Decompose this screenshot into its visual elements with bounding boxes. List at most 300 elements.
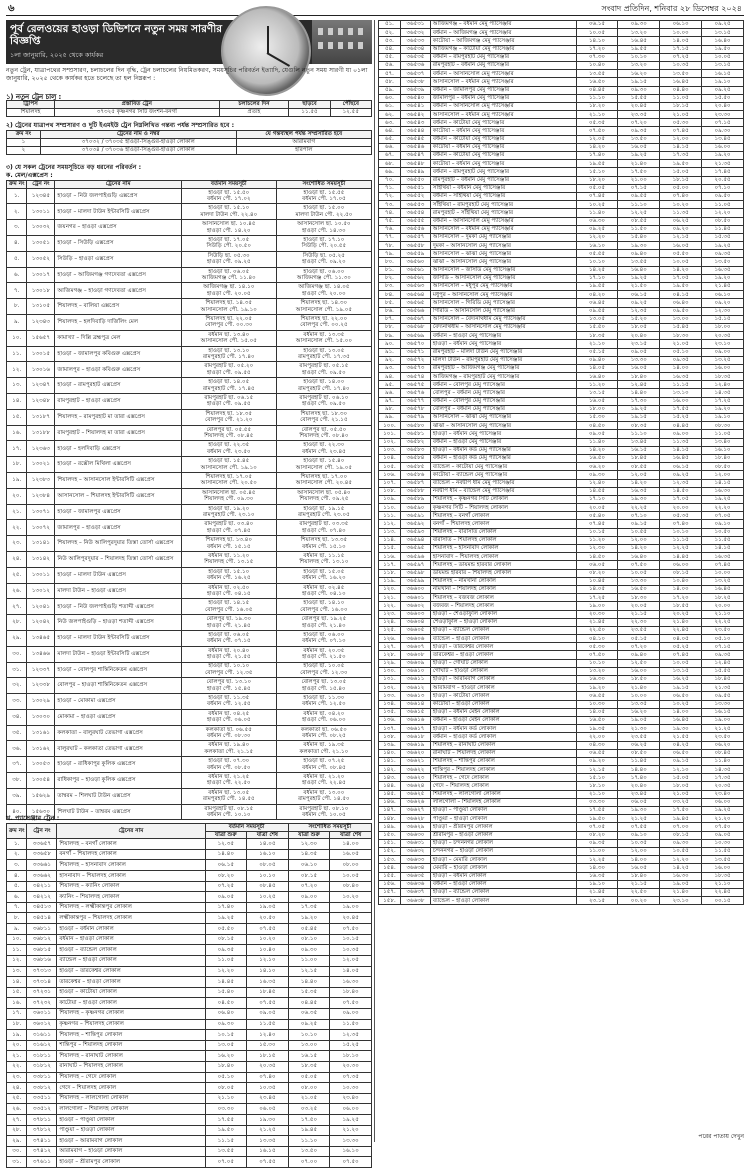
passenger-cont-cell: ১৪.৫০ (576, 553, 618, 561)
passenger-cont-cell: ১৮.০০ (702, 323, 744, 331)
passenger-cell: ১০.২০ (247, 934, 289, 945)
mail-express-cell: ২. (7, 204, 27, 220)
passenger-cont-cell: ১৬.০০ (702, 864, 744, 872)
mail-express-header-row (7, 181, 372, 189)
passenger-cont-cell: ৮৭. (379, 315, 401, 323)
passenger-cell: ২৭. (7, 1115, 27, 1126)
table-row (7, 457, 372, 473)
passenger-cell: ০৬.০০ (330, 1104, 372, 1115)
passenger-cont-cell: ২৩.১০ (660, 897, 702, 905)
passenger-cont-cell: ২১.০৫ (660, 111, 702, 119)
table-row (7, 773, 372, 789)
mail-express-cell: ১৪. (7, 393, 27, 409)
mail-express-cell: জামালপুর – হাওড়া এক্সপ্রেস (55, 520, 181, 536)
passenger-cont-cell: ১০.৩৫ (660, 61, 702, 69)
passenger-cont-cell: ১০.১০ (618, 53, 660, 61)
table-row (379, 242, 744, 250)
passenger-cont-cell: ০৮.৫০ (702, 217, 744, 225)
table-row (379, 577, 744, 585)
mail-express-cell: শিয়ালদহ ছা. ১৮.৩৫ বোলপুর পৌ. ২১.২০ (181, 409, 276, 425)
table-row (379, 536, 744, 544)
passenger-cont-cell: ০৫.২৫ (660, 643, 702, 651)
passenger-cont-cell: ৩৬৬০৬ (400, 635, 430, 643)
passenger-cont-cell: ১৪.১৫ (702, 479, 744, 487)
passenger-cont-cell: ১৬.১০ (702, 446, 744, 454)
passenger-cont-cell: ০৭.৫০ (576, 651, 618, 659)
mail-express-cell: রামপুরহাট ছা. ০৫.১৫ হাওড়া পৌ. ০৯.৫০ (276, 362, 371, 378)
passenger-cell: ১১.১০ (288, 1136, 330, 1147)
table-row (379, 94, 744, 102)
passenger-cont-cell: ২৩.৩৫ (618, 111, 660, 119)
passenger-cont-cell: ৯৪. (379, 373, 401, 381)
passenger-cont-cell: ৩৬৫৫৬ (400, 225, 430, 233)
extension-header-2: যে গন্তব্যস্থল পর্যন্ত সম্প্রসারিত হবে (236, 131, 371, 139)
table-row (379, 757, 744, 765)
passenger-cont-cell: ৬৬. (379, 143, 401, 151)
table-row (379, 127, 744, 135)
passenger-cell: ১২.৩০ (288, 839, 330, 850)
passenger-cell: ১১.১৫ (205, 1136, 247, 1147)
passenger-cont-cell: ১০৭. (379, 479, 401, 487)
passenger-cont-cell: ০৫.১৫ (576, 348, 618, 356)
passenger-cell: ২৮. (7, 1125, 27, 1136)
passenger-cont-cell: ৩৬৫৫০ (400, 176, 430, 184)
passenger-cont-cell: রানাঘাট – শিয়ালদহ লোকাল (430, 749, 576, 757)
table-row (7, 1115, 372, 1126)
passenger-cont-cell: ১৬.৪০ (618, 266, 660, 274)
passenger-cont-cell: ১১.৩৫ (660, 209, 702, 217)
passenger-cont-cell: ১১.১০ (576, 94, 618, 102)
passenger-cell: ২১.২০ (330, 1125, 372, 1136)
passenger-table (6, 823, 372, 1168)
table-row (7, 1125, 372, 1136)
mail-express-cell: শিলঘাট টাউন – তাম্বরম এক্সপ্রেস (55, 804, 181, 820)
passenger-cont-cell: লালগোলা – শিয়ালদহ লোকাল (430, 798, 576, 806)
extension-header-1: ট্রেনের নাম ও নম্বর (40, 131, 236, 139)
mail-express-cell: হাওড়া ছা. ১১.৩০ বর্ধমান পৌ. ১২.৫০ (276, 694, 371, 710)
passenger-cell: ৮. (7, 913, 27, 924)
mail-express-cell: বর্ধমান ছা. ০৪.২৫ হাওড়া পৌ. ০৬.০৫ (181, 709, 276, 725)
mail-express-cell: কলকাতা ছা. ০৬.৫৫ বর্ধমান পৌ. ০৮.৩০ (181, 725, 276, 741)
mail-express-cell: বর্ধমান ছা. ১৯.৩৫ কলকাতা পৌ. ২১.১০ (276, 741, 371, 757)
passenger-cont-cell: ৩৬৫৮০ (400, 422, 430, 430)
passenger-cont-cell: ১২.৩৫ (618, 307, 660, 315)
table-row (7, 615, 372, 631)
table-row (379, 872, 744, 880)
passenger-cont-cell: ২৩.৩০ (702, 111, 744, 119)
passenger-cont-cell: ১১.০৫ (702, 430, 744, 438)
passenger-cont-cell: ১১১. (379, 512, 401, 520)
passenger-cont-cell: ০৭.৪৫ (660, 127, 702, 135)
passenger-header-1: ট্রেন নং (27, 824, 57, 839)
passenger-cont-cell: ১১.০৫ (660, 94, 702, 102)
passenger-cont-cell: ১৬.৩৫ (660, 373, 702, 381)
passenger-cont-cell: ১৯.২৫ (618, 274, 660, 282)
passenger-cont-cell: ১৪.২০ (576, 143, 618, 151)
passenger-cont-cell: ১৩২. (379, 684, 401, 692)
table-row (379, 512, 744, 520)
passenger-cont-cell: ১৬.৪৫ (660, 454, 702, 462)
passenger-cont-cell: ১০.০৫ (702, 53, 744, 61)
passenger-cell: ৩৬০১১ (27, 1008, 57, 1019)
passenger-cell: ৩৩৬৫৭ (27, 839, 57, 850)
passenger-cont-cell: হাওড়া – চন্দননগর লোকাল (430, 839, 576, 847)
mail-express-cell: ৮. (7, 299, 27, 315)
passenger-cont-cell: ২১.৪৫ (702, 283, 744, 291)
passenger-cont-cell: ১১.০৫ (702, 201, 744, 209)
table-row (379, 21, 744, 29)
passenger-cont-cell: ৩৬৫৭২ (400, 356, 430, 364)
table-row (379, 545, 744, 553)
passenger-cont-cell: ৩৬৫৪৯ (400, 168, 430, 176)
passenger-cont-cell: ১৪.৫৫ (576, 487, 618, 495)
extension-cell: ১ (7, 138, 41, 146)
passenger-cont-cell: রামপুরহাট – বর্ধমান মেমু প্যাসেঞ্জার (430, 176, 576, 184)
intro-paragraph: নতুন ট্রেন, যাত্রাপথের সম্প্রসারণ, চলাচলের দিন বৃদ্ধি, ট্রেন চলাচলের নিয়মিতকরণ, সময়সূচির পরিবর্তন ইত্যাদি, যেগুলি নতুন সময় সারণী যা ০১লা জানুয়ারি, ২০২৫ থেকে কার্যকর হতে চলেছে তা হল নিম্নরূপ : (6, 67, 368, 82)
passenger-cont-cell: ৩৬৬৩২ (400, 847, 430, 855)
passenger-cont-cell: ১৪.৩৫ (702, 389, 744, 397)
passenger-cont-cell: গিরিডি – আসানসোল মেমু প্যাসেঞ্জার (430, 307, 576, 315)
table-row (7, 425, 372, 441)
passenger-cell: ২১.১০ (205, 1093, 247, 1104)
passenger-cell: ০৮.৪৫ (247, 881, 289, 892)
passenger-cont-cell: বর্ধমান – হাওড়া মেমু প্যাসেঞ্জার (430, 332, 576, 340)
passenger-cont-cell: ০৪.১৫ (660, 291, 702, 299)
mail-express-cell: ২৭. (7, 599, 27, 615)
passenger-sub-header-0: যাত্রা শুরু (205, 831, 247, 839)
passenger-cont-cell: ১৪.১৫ (702, 545, 744, 553)
mail-express-cell: হাওড়া ছা. ১৭.০৫ সিউড়ি পৌ. ২০.৫০ (181, 235, 276, 251)
passenger-cont-cell: ২১.০৫ (660, 790, 702, 798)
passenger-cont-cell: ০৬.২০ (576, 463, 618, 471)
passenger-cont-cell: ৩৬৫৪৪ (400, 127, 430, 135)
mail-express-cell: ৩৫. (7, 725, 27, 741)
passenger-cont-cell: ০৯.৪০ (618, 651, 660, 659)
passenger-table-continued (378, 20, 744, 905)
mail-express-cell: হাওড়া – রক্সৌল মিথিলা এক্সপ্রেস (55, 457, 181, 473)
passenger-cont-cell: ১৪.২৫ (660, 864, 702, 872)
passenger-cell: ১০.১০ (247, 871, 289, 882)
passenger-cont-cell: ১৭.৪৫ (702, 168, 744, 176)
passenger-cont-cell: ৩৬৫৫৯ (400, 250, 430, 258)
table-row (379, 291, 744, 299)
passenger-cont-cell: ১৩.৫৫ (576, 70, 618, 78)
table-row (379, 152, 744, 160)
table-row (379, 233, 744, 241)
mail-express-cell: ১৩০১৮ (27, 283, 55, 299)
new-train-cell: ৩৭৩২৫ কৃষ্ণনগর সিটি জংশন-বনগাঁ (55, 108, 220, 116)
passenger-cont-cell: ০৬.১০ (660, 21, 702, 29)
passenger-cont-cell: ১২৩. (379, 610, 401, 618)
passenger-cell: ৩৪২১২ (27, 892, 57, 903)
passenger-cell: ১৩.০০ (288, 1040, 330, 1051)
passenger-cell: ৪. (7, 871, 27, 882)
mail-express-cell: ১৩০৫১ (27, 235, 55, 251)
passenger-cell: ১০.৩৫ (330, 945, 372, 956)
passenger-cont-cell: ৩৬৫৬৩ (400, 283, 430, 291)
passenger-cont-cell: ০৯.৩৫ (702, 250, 744, 258)
mail-express-cell: বোলপুর ছা. ০৫.৫০ শিয়ালদহ পৌ. ০৮.৪০ (276, 425, 371, 441)
mail-express-cell: রামপুরহাট ছা. ০৬.১০ হাওড়া পৌ. ০৯.৫০ (276, 393, 371, 409)
passenger-cell: ১৬.১৫ (247, 1146, 289, 1157)
mail-express-header-1: ট্রেন নং (27, 181, 55, 189)
passenger-cont-cell: ১৯.৫০ (576, 815, 618, 823)
passenger-cont-cell: ০৬.২৫ (618, 741, 660, 749)
mail-express-cell: হাওড়া ছা. ২২.৩০ বর্ধমান পৌ. ২৩.৪৫ (276, 441, 371, 457)
passenger-cont-cell: আসানসোল – বর্ধমান মেমু প্যাসেঞ্জার (430, 78, 576, 86)
passenger-cont-cell: ৩৬৫৬৮ (400, 323, 430, 331)
passenger-cont-cell: বর্ধমান – বোলপুর মেমু প্যাসেঞ্জার (430, 397, 576, 405)
mail-express-cell: ১২০৪২ (27, 615, 55, 631)
passenger-cont-cell: ঝাঝা – আসানসোল মেমু প্যাসেঞ্জার (430, 422, 576, 430)
passenger-cont-cell: ০৬.২৫ (660, 217, 702, 225)
passenger-cont-cell: ১৯.৪৫ (660, 815, 702, 823)
passenger-cell: শিয়ালদহ – শান্তিপুর লোকাল (57, 1030, 205, 1041)
passenger-cont-cell: বারাসাত – শিয়ালদহ লোকাল (430, 536, 576, 544)
passenger-cell: ১৪. (7, 977, 27, 988)
mail-express-cell: ১৩০১১ (27, 204, 55, 220)
passenger-cont-cell: ৩৬৫৫৪ (400, 209, 430, 217)
table-row (379, 504, 744, 512)
mail-express-cell: শিয়ালদহ – বালিয়া এক্সপ্রেস (55, 299, 181, 315)
passenger-cont-cell: ১০০. (379, 422, 401, 430)
passenger-cont-cell: ১৪.২০ (576, 446, 618, 454)
table-row (7, 678, 372, 694)
passenger-cont-cell: ১৫.৫০ (702, 94, 744, 102)
passenger-cont-cell: ৩৬৫৯৩ (400, 528, 430, 536)
table-row (379, 70, 744, 78)
passenger-cont-cell: ১০.০০ (702, 569, 744, 577)
table-row (7, 860, 372, 871)
passenger-cont-cell: ০৭.৪০ (660, 520, 702, 528)
passenger-cell: ৩৭২৩১ (27, 987, 57, 998)
table-row (7, 536, 372, 552)
passenger-cont-cell: ১২১. (379, 594, 401, 602)
mail-express-cell: ১৬. (7, 425, 27, 441)
passenger-cont-cell: ১৬.৪০ (576, 373, 618, 381)
passenger-cell: ১৫.৩০ (247, 1040, 289, 1051)
table-row (7, 1104, 372, 1115)
table-row (379, 856, 744, 864)
table-row (7, 314, 372, 330)
passenger-cell: ৩৭৮১১ (27, 1115, 57, 1126)
mail-express-cell: ১৩০১২ (27, 583, 55, 599)
passenger-cont-cell: ডায়মন্ড হারবার – শিয়ালদহ লোকাল (430, 569, 576, 577)
passenger-cont-cell: ১৪.৩০ (576, 864, 618, 872)
passenger-cell: বর্ধমান – হাওড়া লোকাল (57, 934, 205, 945)
table-row (379, 250, 744, 258)
passenger-cont-cell: ০৫.১০ (660, 348, 702, 356)
table-row (7, 1157, 372, 1168)
passenger-cont-cell: ১৪.৩৫ (702, 766, 744, 774)
passenger-cont-cell: ৩৬৫৩৪ (400, 45, 430, 53)
passenger-cont-cell: ০৪.২৫ (660, 741, 702, 749)
passenger-cont-cell: ১৬.২৫ (660, 676, 702, 684)
mail-express-cell: হাওড়া ছা. ১৫.৫০ বর্ধমান পৌ. ১৭.০২ (181, 188, 276, 204)
passenger-cell: ১০.৩৫ (247, 1083, 289, 1094)
passenger-cont-cell: ৩৬৬০৪ (400, 618, 430, 626)
passenger-cont-cell: ২১.৪৫ (576, 888, 618, 896)
passenger-cell: ১৯.২৫ (205, 913, 247, 924)
mail-express-cell: ১৩৪৬৫ (27, 630, 55, 646)
passenger-cont-cell: আসানসোল – বর্ধমান মেমু প্যাসেঞ্জার (430, 111, 576, 119)
passenger-cont-cell: ১৬.৩৫ (702, 266, 744, 274)
passenger-cont-cell: ৭৭. (379, 233, 401, 241)
extension-cell: হরিপাল (236, 146, 371, 154)
passenger-cont-cell: ১৮.৫৫ (660, 602, 702, 610)
passenger-cell: ৩৬৮১২ (27, 934, 57, 945)
passenger-cell: ৩৩৬৫৮ (27, 849, 57, 860)
passenger-cont-cell: ১১.৫৫ (702, 847, 744, 855)
mail-express-cell: আজিমগঞ্জ ছা. ১৪.০৫ হাওড়া পৌ. ২০.০০ (276, 283, 371, 299)
mail-express-cell: ১৩০৫৪ (27, 773, 55, 789)
section1-heading: ১) নতুন ট্রেন চালু : (6, 93, 62, 101)
passenger-cont-cell: ২২.৪৫ (660, 626, 702, 634)
mail-express-header-2: ট্রেনের নাম (55, 181, 181, 189)
passenger-cell: হাওড়া – বর্ধমান লোকাল (57, 924, 205, 935)
passenger-cont-cell: শিয়ালদহ – কৃষ্ণনগর সিটি লোকাল (430, 495, 576, 503)
passenger-cont-cell: ০৯.১০ (618, 831, 660, 839)
passenger-cont-cell: হাওড়া – মেমারি লোকাল (430, 856, 576, 864)
passenger-cont-cell: ৭০. (379, 176, 401, 184)
table-row (7, 1061, 372, 1072)
passenger-cell: ১৫.২৫ (330, 1040, 372, 1051)
passenger-cont-cell: ২০.৩৫ (702, 782, 744, 790)
passenger-cell: শিয়ালদহ – লালগোলা লোকাল (57, 1093, 205, 1104)
passenger-cell: ২৯. (7, 1136, 27, 1147)
table-row (7, 662, 372, 678)
passenger-cell: ৩১. (7, 1157, 27, 1168)
passenger-cont-cell: ০৯.৫০ (702, 192, 744, 200)
mail-express-cell: হাওড়া ছা. ১৫.০৫ বর্ধমান পৌ. ১৬.২০ (276, 567, 371, 583)
passenger-cell: হাওড়া – পাণ্ডুয়া লোকাল (57, 1115, 205, 1126)
table-row (379, 184, 744, 192)
passenger-cont-cell: কাটোয়া – আজিমগঞ্জ মেমু প্যাসেঞ্জার (430, 37, 576, 45)
table-row (7, 251, 372, 267)
passenger-cont-cell: বর্ধমান – আসানসোল মেমু প্যাসেঞ্জার (430, 217, 576, 225)
mail-express-cell: হাওড়া ছা. ০৭.২৫ বর্ধমান পৌ. ০৮.৪৫ (276, 757, 371, 773)
table-row (379, 790, 744, 798)
mail-express-cell: বোলপুর ছা. ১৩.১০ হাওড়া পৌ. ১৫.৪৫ (181, 678, 276, 694)
passenger-cell: ১৯.০৫ (247, 902, 289, 913)
table-row (379, 176, 744, 184)
passenger-cont-cell: বর্ধমান – হাওড়া মেইন লোকাল (430, 716, 576, 724)
mail-express-cell: সিউড়ি – হাওড়া এক্সপ্রেস (55, 251, 181, 267)
passenger-cell: ১৬.৩০ (330, 977, 372, 988)
passenger-cell: ০৭.৫০ (330, 1157, 372, 1168)
passenger-cont-cell: ৩৬৫৪২ (400, 111, 430, 119)
table-row (379, 807, 744, 815)
passenger-cell: ১৯.২০ (288, 913, 330, 924)
passenger-cont-cell: ১৮.১০ (576, 782, 618, 790)
passenger-cont-cell: ০৬.১৫ (618, 291, 660, 299)
passenger-cell: ১৮.৪৫ (247, 987, 289, 998)
passenger-cell: ১৭.৫০ (288, 1115, 330, 1126)
mail-express-cell: ৩৭. (7, 757, 27, 773)
passenger-cell: ০৯.৩০ (205, 1019, 247, 1030)
passenger-cell: ০৮.০০ (330, 860, 372, 871)
passenger-cont-cell: শিয়ালদহ – হাসনাবাদ লোকাল (430, 545, 576, 553)
passenger-cont-cell: ২২.৪৫ (702, 888, 744, 896)
passenger-cont-cell: হাওড়া – বর্ধমান কর্ড লোকাল (430, 725, 576, 733)
passenger-cont-cell: ১৭.১৫ (660, 45, 702, 53)
passenger-cont-cell: ২১.২৫ (702, 725, 744, 733)
passenger-cont-cell: কৃষ্ণনগর সিটি – শিয়ালদহ লোকাল (430, 504, 576, 512)
railway-building-icon (312, 20, 372, 64)
passenger-cont-cell: ০৫.০০ (660, 184, 702, 192)
banner-subtitle: ১লা জানুয়ারি, ২০২৫ থেকে কার্যকর (10, 51, 104, 59)
passenger-cont-cell: ১৫.১৫ (702, 315, 744, 323)
mail-express-cell: ৩২. (7, 678, 27, 694)
passenger-cont-cell: ১২.২৫ (660, 545, 702, 553)
mail-express-cell: হাওড়া – সিউড়ি এক্সপ্রেস (55, 235, 181, 251)
new-train-cell: ১১.৫৫ (289, 108, 330, 116)
mail-express-cell: বর্ধমান ছা. ২০.৩৫ হাওড়া পৌ. ২১.৫০ (276, 646, 371, 662)
passenger-cell: গেদে – শিয়ালদহ লোকাল (57, 1083, 205, 1094)
mail-express-cell: রামপুরহাট ছা. ০৮.১০ বর্ধমান পৌ. ১০.০৫ (276, 804, 371, 820)
passenger-cont-cell: ৬৯. (379, 168, 401, 176)
passenger-cell: ০৫.৫০ (205, 924, 247, 935)
passenger-cont-cell: ২০.৪০ (702, 102, 744, 110)
table-row (7, 583, 372, 599)
passenger-cont-cell: ০৬.০৫ (576, 561, 618, 569)
passenger-cont-cell: ২১.৩৫ (702, 160, 744, 168)
mail-express-cell: হাওড়া ছা. ১৩.১০ রামপুরহাট পৌ. ১৭.৪০ (181, 346, 276, 362)
passenger-cell: ৩০. (7, 1146, 27, 1157)
passenger-cont-cell: ১৩.২৫ (702, 356, 744, 364)
table-row (379, 839, 744, 847)
passenger-cell: ১৯. (7, 1030, 27, 1041)
mail-express-cell: ১২৩৪৮ (27, 393, 55, 409)
table-row (379, 389, 744, 397)
passenger-cont-cell: হাওড়া – গোঘাট লোকাল (430, 659, 576, 667)
passenger-cont-cell: ৫৫. (379, 53, 401, 61)
passenger-cell: ১৭.৩৫ (288, 902, 330, 913)
passenger-cont-cell: ৩৬৫৯৭ (400, 561, 430, 569)
mail-express-cell: ১৩০৭১ (27, 504, 55, 520)
passenger-cont-cell: শিয়ালদহ – শান্তিপুর লোকাল (430, 757, 576, 765)
table-row (379, 201, 744, 209)
passenger-cont-cell: ১১৭. (379, 561, 401, 569)
passenger-cont-cell: ০৭.১০ (702, 184, 744, 192)
mail-express-cell: হাওড়া ছা. ১৫.১০ বর্ধমান পৌ. ১৬.২৫ (181, 567, 276, 583)
table-row (7, 346, 372, 362)
table-row (7, 567, 372, 583)
passenger-cell: ২০.৩৫ (247, 1061, 289, 1072)
passenger-cont-cell: ১৮.৩০ (660, 332, 702, 340)
passenger-cont-cell: ১৩.১৫ (702, 29, 744, 37)
passenger-cont-cell: ১৯.৫৫ (576, 160, 618, 168)
table-row (379, 405, 744, 413)
passenger-cont-cell: ৩৬৬১১ (400, 676, 430, 684)
passenger-cont-cell: ০৯.৩৫ (618, 127, 660, 135)
mail-express-cell: মোকামা – হাওড়া এক্সপ্রেস (55, 709, 181, 725)
mail-express-cell: আসানসোল ছা. ০৫.৪৫ শিয়ালদহ পৌ. ০৯.৩০ (181, 488, 276, 504)
mail-express-cell: ১৩১৮৮ (27, 425, 55, 441)
table-row (379, 119, 744, 127)
table-row (379, 635, 744, 643)
passenger-cell: কৃষ্ণনগর – শিয়ালদহ লোকাল (57, 1019, 205, 1030)
passenger-cont-cell: ২৩.১৫ (618, 340, 660, 348)
passenger-cell: ১২.১৫ (288, 966, 330, 977)
passenger-cont-cell: ৩৬৫৪৫ (400, 135, 430, 143)
table-row (7, 599, 372, 615)
passenger-cont-cell: ০৭.২৫ (660, 53, 702, 61)
passenger-cell: ৫. (7, 881, 27, 892)
passenger-cell: রানাঘাট – শিয়ালদহ লোকাল (57, 1061, 205, 1072)
passenger-cont-cell: ১০.০০ (660, 29, 702, 37)
passenger-cont-cell: আজিমগঞ্জ – বর্ধমান মেমু প্যাসেঞ্জার (430, 21, 576, 29)
